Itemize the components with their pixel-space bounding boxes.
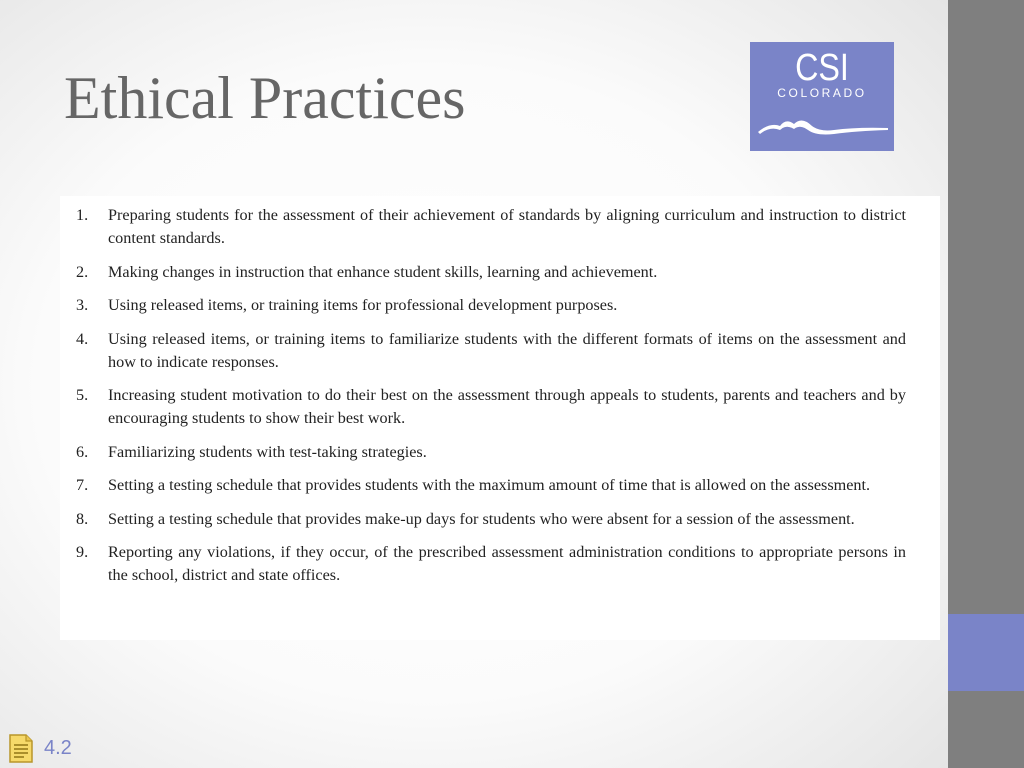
practices-content-box xyxy=(60,196,940,640)
practice-text: Using released items, or training items to familiarize students with the different formats of items on the assessment and how to indicate responses. xyxy=(108,329,906,371)
practice-text: Using released items, or training items for professional development purposes. xyxy=(108,296,618,314)
practice-number: 1. xyxy=(76,206,89,224)
practice-text: Familiarizing students with test-taking strategies. xyxy=(108,442,427,461)
practice-number: 9. xyxy=(76,543,89,561)
practice-text: Reporting any violations, if they occur, of the prescribed assessment administration conditions to appropriate persons in the school, district and state offices. xyxy=(108,543,906,584)
logo-abbreviation: CSI xyxy=(795,47,849,89)
practice-number: 8. xyxy=(76,509,89,528)
mountain-swoosh-icon xyxy=(756,112,890,138)
note-document-icon[interactable] xyxy=(8,733,34,764)
practice-number: 4. xyxy=(76,329,89,348)
practice-item xyxy=(76,261,906,284)
slide-title: Ethical Practices xyxy=(64,65,466,131)
practices-list xyxy=(76,204,906,598)
practice-item xyxy=(76,384,906,430)
practice-text: Making changes in instruction that enhance student skills, learning and achievement. xyxy=(108,262,658,281)
slide-number: 4.2 xyxy=(44,737,72,759)
practice-number: 2. xyxy=(76,262,89,281)
practice-item xyxy=(76,508,906,531)
practice-item xyxy=(76,441,906,464)
practice-text: Preparing students for the assessment of their achievement of standards by aligning curriculum and instruction to district content standards. xyxy=(108,206,906,247)
practice-item xyxy=(76,474,906,497)
practice-number: 3. xyxy=(76,296,89,314)
logo-state-name: COLORADO xyxy=(777,86,867,100)
practice-item xyxy=(76,294,906,317)
sidebar-accent-block xyxy=(948,614,1024,691)
practice-number: 6. xyxy=(76,442,89,461)
practice-number: 7. xyxy=(76,476,89,494)
practice-text: Setting a testing schedule that provides students with the maximum amount of time that is allowed on the assessment. xyxy=(108,476,871,494)
practice-number: 5. xyxy=(76,386,89,404)
practice-item xyxy=(76,541,906,587)
csi-colorado-logo xyxy=(750,42,894,151)
practice-item xyxy=(76,204,906,250)
practice-item xyxy=(76,328,906,374)
practice-text: Setting a testing schedule that provides make-up days for students who were absent for a session of the assessment. xyxy=(108,509,855,528)
practice-text: Increasing student motivation to do their best on the assessment through appeals to students, parents and teachers and by encouraging students to show their best work. xyxy=(108,386,906,427)
